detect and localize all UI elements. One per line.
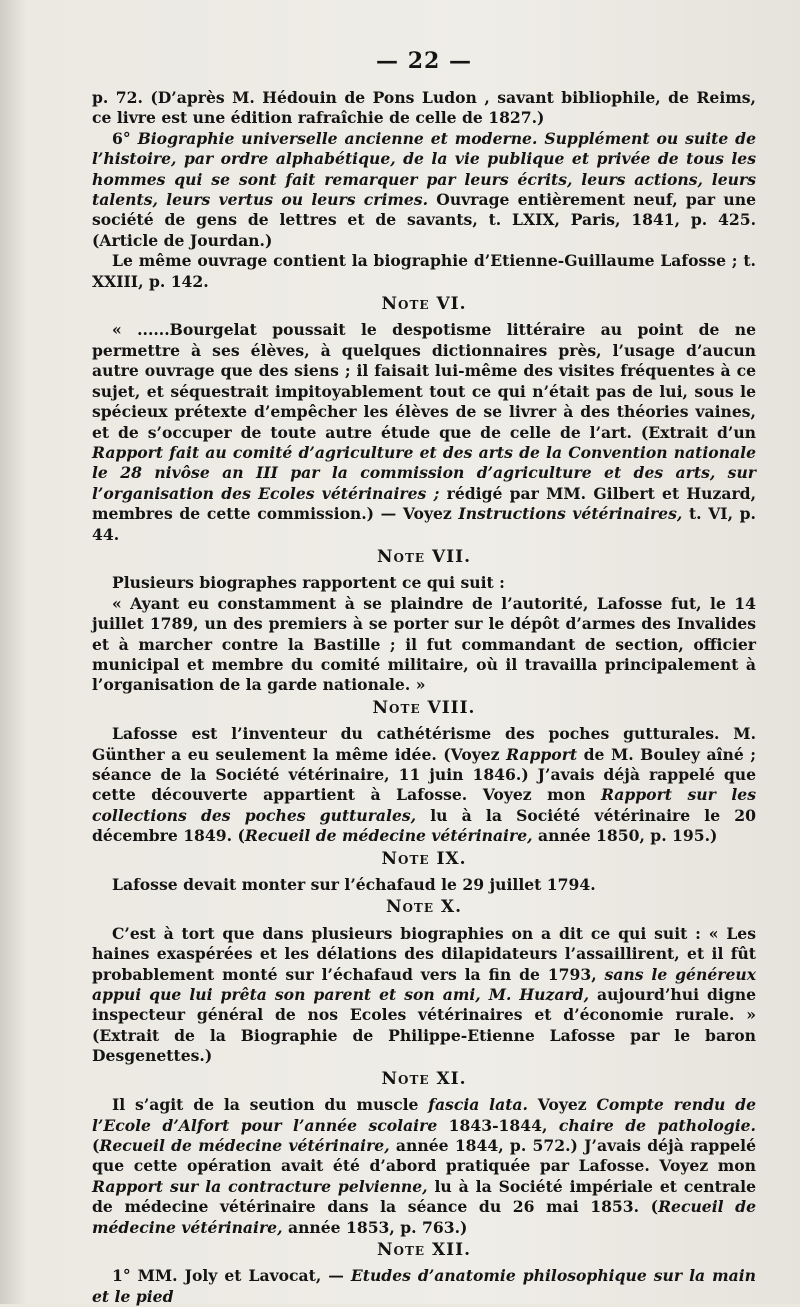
italic-text-segment: Rapport sur la contracture pelvienne, [92, 1176, 428, 1196]
italic-text-segment: Recueil de médecine vétérinaire, [244, 826, 533, 846]
note-heading: Note VIII. [372, 697, 476, 718]
italic-text-segment: Rapport fait au comité d’agriculture et des arts de la Convention nationale le 28 nivôse an III par la commission d’agriculture et des arts, sur l’organisation des Ecoles vétérinaires ; [92, 442, 756, 503]
text-segment: Il s’agit de la seution du muscle [112, 1095, 429, 1115]
text-segment: 6° [112, 128, 138, 148]
text-segment: année 1853, p. 763.) [282, 1217, 468, 1237]
note-paragraph [92, 1266, 756, 1307]
text-segment: Lafosse est l’inventeur du cathétérisme des poches gutturales. M. Günther a eu seulement la même idée. (Voyez [92, 724, 756, 764]
italic-text-segment: Recueil de médecine vétérinaire, [99, 1135, 390, 1155]
text-segment: « Ayant eu constamment à se plaindre de l’autorité, Lafosse fut, le 14 juillet 1789, un des premiers à se porter sur le dépôt d’armes des Invalides et à marcher contre la Bastille ; il fut commandant de section, officier municipal et membre du comité militaire, où il travailla principalement à l’organisation de la garde nationale. » [92, 593, 756, 695]
intro-paragraph [92, 88, 756, 129]
note-paragraph [92, 1095, 756, 1238]
intro-paragraph [92, 129, 756, 251]
italic-text-segment: Instructions vétérinaires, [458, 504, 683, 524]
text-segment: 1° MM. Joly et Lavocat, — [112, 1266, 351, 1286]
text-segment: Voyez [527, 1095, 597, 1115]
note-paragraph [92, 724, 756, 846]
italic-text-segment: Etudes d’anatomie philosophique sur la main et le pied [92, 1266, 756, 1306]
italic-text-segment: Biographie universelle ancienne et moderne. Supplément ou suite de l’histoire, par ordre alphabétique, de la vie publique et privée de tous les hommes qui se sont fait remarquer par leurs écrits, leurs actions, leurs talents, leurs vertus ou leurs crimes. [92, 128, 756, 210]
italic-text-segment: chaire de pathologie. [558, 1115, 756, 1135]
italic-text-segment: Compte rendu de l’Ecole d’Alfort pour l’année scolaire [92, 1095, 756, 1135]
page-number: — 22 — [376, 48, 472, 74]
note-paragraph [92, 594, 756, 696]
text-segment: rédigé par MM. Gilbert et Huzard, membres de cette commission.) — Voyez [92, 483, 756, 524]
note-heading: Note VI. [381, 294, 467, 315]
text-segment: Ouvrage entièrement neuf, par une société de gens de lettres et de savants, t. LXIX, Paris, 1841, p. 425. (Article de Jourdan.) [92, 190, 756, 250]
intro-paragraph [92, 251, 756, 292]
text-segment: année 1850, p. 195.) [532, 826, 718, 846]
text-segment: C’est à tort que dans plusieurs biographies on a dit ce qui suit : « Les haines exaspérées et les délations des dilapidateurs l’assaillirent, et il fût probablement monté sur l’échafaud vers la fin de 1793, [92, 923, 756, 984]
note-paragraph [92, 320, 756, 544]
text-segment: Le même ouvrage contient la biographie d’Etienne-Guillaume Lafosse ; t. XXIII, p. 142. [92, 251, 756, 291]
text-segment: année 1844, p. 572.) J’avais déjà rappelé que cette opération avait été d’abord pratiquée par Lafosse. Voyez mon [92, 1135, 756, 1176]
text-segment: « ......Bourgelat poussait le despotisme littéraire au point de ne permettre à ses élèves, à quelques dictionnaires près, l’usage d’aucun autre ouvrage que des siens ; il faisait lui-même des visites fréquentes à ce sujet, et séquestrait impitoyablement tout ce qui n’était pas de lui, sous le spécieux prétexte d’empêcher les élèves de se livrer à des théories vaines, et de s’occuper de toute autre étude que de celle de l’art. (Extrait d’un [92, 320, 756, 442]
italic-text-segment: sans le généreux appui que lui prêta son parent et son ami, M. Huzard, [92, 964, 757, 1005]
italic-text-segment: Recueil de médecine vétérinaire, [92, 1197, 756, 1237]
note-heading: Note VII. [377, 546, 471, 567]
note-heading: Note XI. [381, 1068, 467, 1089]
note-paragraph [92, 924, 756, 1067]
text-segment: lu à la Société vétérinaire le 20 décembre 1849. ( [92, 805, 756, 846]
text-segment: lu à la Société impériale et centrale de médecine vétérinaire dans la séance du 26 mai 1853. ( [92, 1176, 756, 1217]
text-segment: aujourd’hui digne inspecteur général de nos Ecoles vétérinaires et d’économie rurale. » (Extrait de la Biographie de Philippe-Etienne Lafosse par le baron Desgenettes.) [92, 985, 756, 1066]
text-segment: t. VI, p. 44. [92, 504, 756, 544]
italic-text-segment: Rapport sur les collections des poches gutturales, [92, 785, 756, 825]
text-segment: 1843-1844, [437, 1115, 559, 1135]
text-segment: de M. Bouley aîné ; séance de la Société vétérinaire, 11 juin 1846.) J’avais déjà rappelé que cette découverte appartient à Lafosse. Voyez mon [92, 744, 756, 805]
note-heading: Note XII. [377, 1239, 471, 1260]
text-segment: Plusieurs biographes rapportent ce qui suit : [112, 573, 505, 593]
note-heading: Note IX. [381, 848, 467, 869]
text-segment: p. 72. (D’après M. Hédouin de Pons Ludon , savant bibliophile, de Reims, ce livre est une édition rafraîchie de celle de 1827.) [92, 88, 756, 128]
text-segment: Lafosse devait monter sur l’échafaud le 29 juillet 1794. [112, 875, 596, 895]
note-heading: Note X. [385, 897, 463, 918]
text-segment: ( [92, 1135, 100, 1155]
note-paragraph [92, 573, 756, 593]
note-paragraph [92, 875, 756, 895]
page-body [92, 88, 756, 1307]
italic-text-segment: fascia lata. [428, 1095, 528, 1115]
italic-text-segment: Rapport [506, 744, 578, 764]
